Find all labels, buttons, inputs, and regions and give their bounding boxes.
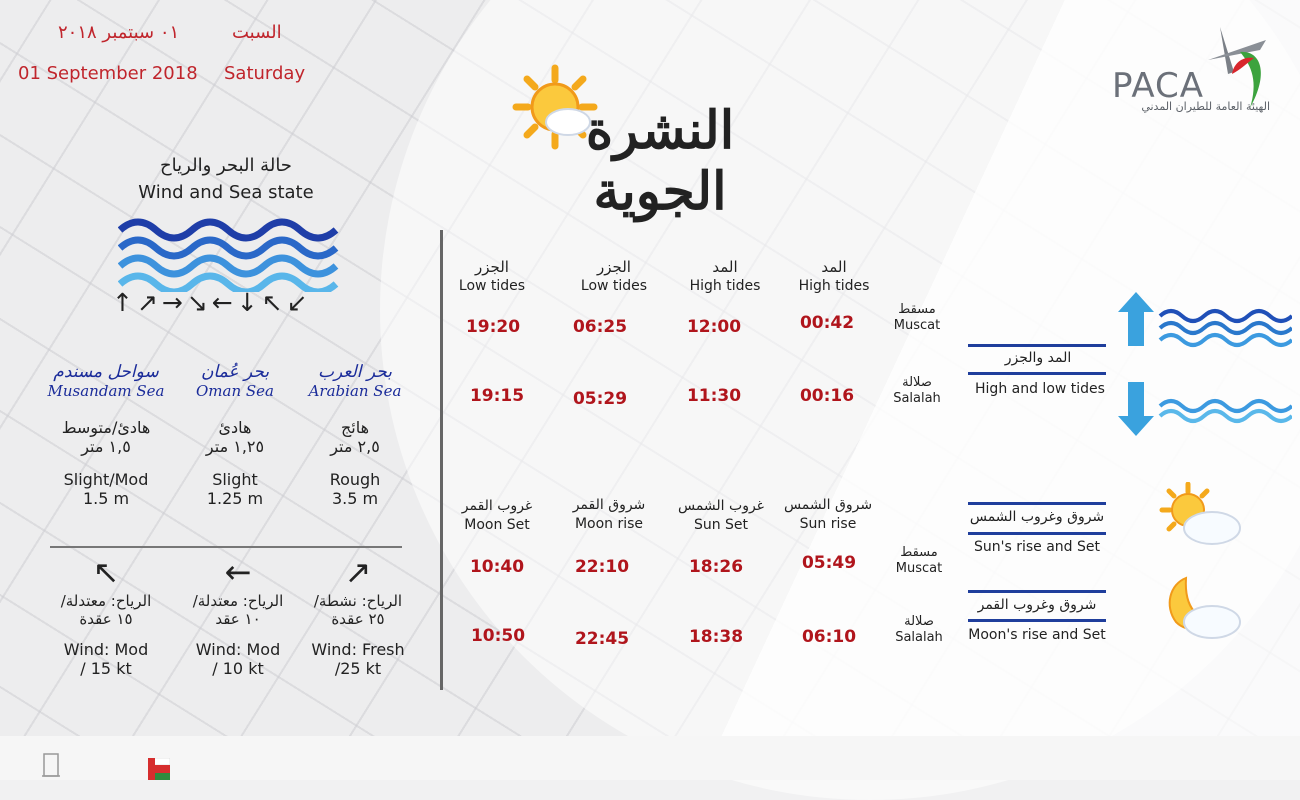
header-ar: المد [712, 258, 738, 276]
wind-kt-en: / 15 kt [80, 659, 132, 678]
sea-state-en: Rough [329, 470, 381, 489]
tides-header [554, 258, 674, 296]
header-en: Sun Set [693, 517, 749, 533]
header-en: Sun rise [799, 516, 857, 532]
sea-state-en: Slight [212, 470, 258, 489]
city-ar: صلالة [902, 375, 932, 390]
tide-value: 05:29 [572, 389, 628, 409]
city-salalah [884, 614, 954, 646]
header-en: Low tides [580, 278, 648, 294]
wind-en: Wind: Fresh [311, 640, 405, 659]
wind-ar: الرياح: معتدلة/ [192, 592, 284, 610]
header-ar: شروق القمر [572, 497, 646, 513]
header-ar: غروب الشمس [677, 498, 765, 514]
sea-col-arabian [296, 362, 414, 508]
section-divider [440, 230, 443, 690]
emblem-icon [38, 752, 64, 780]
header-en: Moon Set [464, 517, 530, 533]
date-en: 01 September 2018 [18, 63, 198, 84]
date-ar: ٠١ سبتمبر ٢٠١٨ [58, 22, 180, 43]
header-ar: الجزر [475, 258, 509, 276]
logo-subtitle: الهيئة العامة للطيران المدني [1141, 100, 1270, 113]
sun-cloud-icon [1156, 482, 1246, 552]
wind-arrow-icon: ← [224, 553, 252, 591]
day-ar: السبت [232, 22, 282, 43]
legend-tides-en: High and low tides [975, 381, 1105, 397]
page-title-ar: النشرة الجوية [585, 100, 735, 222]
wind-kt-en: / 10 kt [212, 659, 264, 678]
time-value: 05:49 [801, 553, 857, 573]
sunmoon-header [437, 497, 557, 535]
tide-value: 11:30 [686, 386, 742, 406]
sea-name-en: Musandam Sea [47, 382, 165, 400]
wind-ar: الرياح: نشطة/ [313, 592, 403, 610]
header-ar: شروق الشمس [783, 497, 873, 513]
sea-name-ar: بحر العرب [318, 362, 392, 382]
sea-state-ar: هادئ/متوسط [61, 418, 151, 437]
logo-text: PACA [1112, 66, 1204, 106]
wind-en: Wind: Mod [63, 640, 149, 659]
time-value: 10:50 [470, 626, 526, 646]
header-en: High tides [689, 278, 761, 294]
sea-name-ar: سواحل مسندم [53, 362, 159, 382]
header-en: High tides [798, 278, 870, 294]
city-ar: مسقط [898, 302, 936, 317]
header-en: Moon rise [574, 516, 644, 532]
time-value: 18:38 [688, 627, 744, 647]
city-salalah [882, 375, 952, 407]
city-muscat [884, 545, 954, 577]
sunmoon-header [768, 496, 888, 534]
wave-height-en: 1.5 m [82, 489, 130, 508]
wave-height-en: 3.5 m [331, 489, 379, 508]
legend-line [968, 619, 1106, 622]
city-ar: مسقط [900, 545, 938, 560]
wind-col-oman [176, 552, 300, 678]
time-value: 18:26 [688, 557, 744, 577]
legend-line [968, 590, 1106, 593]
tide-value: 06:25 [572, 317, 628, 337]
wind-col-arabian [296, 552, 420, 678]
city-muscat [882, 302, 952, 334]
sea-name-ar: بحر عُمان [200, 362, 270, 382]
tide-value: 00:42 [799, 313, 855, 333]
sea-col-oman [176, 362, 294, 508]
wind-kt-ar: ٢٥ عقدة [331, 610, 385, 628]
wind-col-musandam [44, 552, 168, 678]
wind-kt-ar: ١٠ عقد [215, 610, 261, 628]
wave-height-ar: ٢,٥ متر [330, 437, 380, 456]
time-value: 06:10 [801, 627, 857, 647]
legend-line [968, 372, 1106, 375]
legend-line [968, 344, 1106, 347]
sea-state-ar: هائج [340, 418, 370, 437]
oman-flag-icon [148, 758, 170, 780]
header-ar: المد [821, 258, 847, 276]
footer-bar [0, 736, 1300, 780]
moon-cloud-icon [1156, 574, 1246, 644]
tide-value: 00:16 [799, 386, 855, 406]
header-ar: الجزر [597, 258, 631, 276]
legend-sun-ar: شروق وغروب الشمس [969, 509, 1105, 525]
time-value: 10:40 [469, 557, 525, 577]
wave-height-ar: ١,٢٥ متر [205, 437, 265, 456]
tides-header [432, 258, 552, 296]
city-en: Muscat [895, 561, 943, 576]
tide-value: 12:00 [686, 317, 742, 337]
sea-name-en: Oman Sea [196, 382, 274, 400]
header-en: Low tides [458, 278, 526, 294]
waves-icon [118, 212, 346, 292]
city-en: Salalah [895, 630, 943, 645]
wind-arrow-icon: ↗ [344, 553, 372, 591]
wave-height-en: 1.25 m [206, 489, 264, 508]
time-value: 22:10 [574, 557, 630, 577]
legend-line [968, 502, 1106, 505]
sea-col-musandam [44, 362, 168, 508]
sunmoon-header [549, 496, 669, 534]
wind-kt-en: /25 kt [334, 659, 382, 678]
wave-height-ar: ١,٥ متر [81, 437, 131, 456]
sea-state-en: Slight/Mod [63, 470, 149, 489]
legend-line [968, 532, 1106, 535]
tide-value: 19:15 [469, 386, 525, 406]
legend-sun-en: Sun's rise and Set [973, 539, 1100, 555]
city-ar: صلالة [904, 614, 934, 629]
wind-en: Wind: Mod [195, 640, 281, 659]
sea-wind-divider [50, 546, 402, 548]
tide-value: 19:20 [465, 317, 521, 337]
tides-header [774, 258, 894, 296]
wind-ar: الرياح: معتدلة/ [60, 592, 152, 610]
sea-state-title-ar: حالة البحر والرياح [160, 155, 292, 176]
tides-header [665, 258, 785, 296]
wind-kt-ar: ١٥ عقدة [79, 610, 133, 628]
city-en: Salalah [893, 391, 941, 406]
legend-moon-en: Moon's rise and Set [968, 627, 1106, 643]
wind-arrow-icon: ↖ [92, 553, 120, 591]
sea-name-en: Arabian Sea [308, 382, 402, 400]
city-en: Muscat [893, 318, 941, 333]
sunmoon-header [661, 497, 781, 535]
paca-logo-icon [1200, 22, 1272, 112]
day-en: Saturday [224, 63, 306, 84]
tides-icon [1116, 290, 1292, 440]
sea-state-ar: هادئ [218, 418, 252, 437]
header-ar: غروب القمر [461, 498, 533, 514]
legend-moon-ar: شروق وغروب القمر [977, 597, 1097, 613]
legend-tides-ar: المد والجزر [1004, 350, 1072, 366]
sea-state-title-en: Wind and Sea state [138, 182, 314, 203]
time-value: 22:45 [574, 629, 630, 649]
wind-direction-arrows: ↑↗→↘←↓↖↙ [112, 288, 312, 317]
